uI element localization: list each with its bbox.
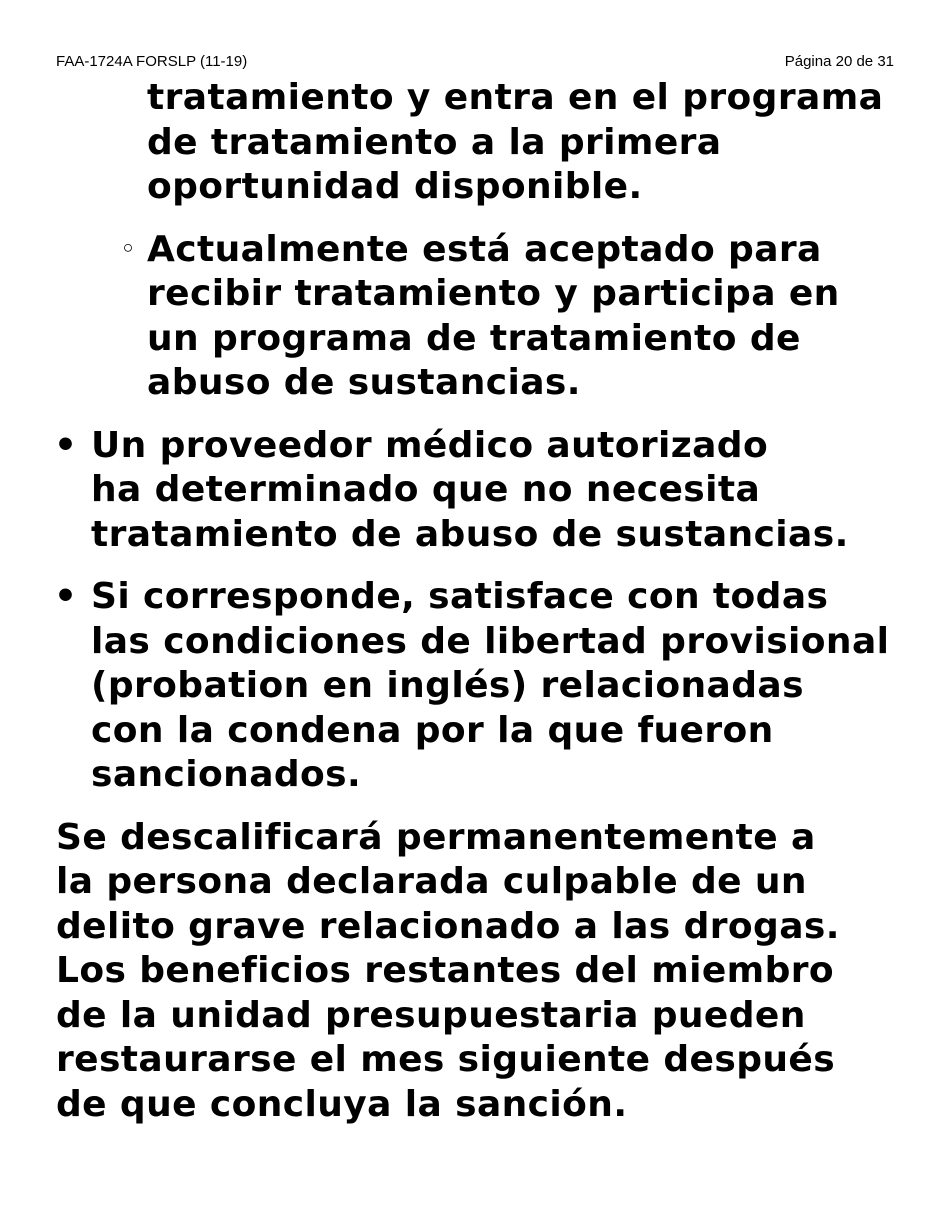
text-line: las condiciones de libertad provisional: [91, 620, 890, 662]
text-line: (probation en inglés) relacionadas: [91, 665, 804, 706]
text-line: ha determinado que no necesita: [91, 469, 761, 510]
text-line: Actualmente está aceptado para: [147, 228, 822, 270]
text-line: recibir tratamiento y participa en: [147, 273, 840, 314]
continued-subitem: [147, 76, 906, 210]
bullet-medical-provider: [54, 424, 906, 558]
subitem-currently-accepted: [121, 228, 906, 406]
text-line: de tratamiento a la primera: [147, 121, 722, 163]
disqualification-paragraph: [56, 816, 906, 1128]
text-line: tratamiento de abuso de sustancias.: [91, 513, 849, 555]
hollow-bullet-icon: ◦: [121, 236, 136, 262]
text-line: tratamiento y entra en el programa: [147, 77, 884, 118]
text-line: de la unidad presupuestaria pueden: [56, 994, 806, 1036]
text-line: un programa de tratamiento de: [147, 317, 801, 359]
text-line: oportunidad disponible.: [147, 166, 643, 207]
text-line: Se descalificará permanentemente a: [56, 816, 816, 858]
text-line: sancionados.: [91, 754, 362, 795]
text-line: de que concluya la sanción.: [56, 1083, 628, 1125]
text-line: Los beneficios restantes del miembro: [56, 950, 835, 991]
form-id: FAA-1724A FORSLP (11-19): [56, 53, 248, 70]
document-body: [56, 76, 906, 1127]
text-line: restaurarse el mes siguiente después: [56, 1039, 836, 1080]
bullet-icon: •: [54, 424, 78, 466]
text-line: abuso de sustancias.: [147, 362, 581, 403]
text-line: la persona declarada culpable de un: [56, 861, 807, 902]
text-line: Si corresponde, satisface con todas: [91, 576, 829, 617]
bullet-probation: [54, 575, 906, 798]
text-line: Un proveedor médico autorizado: [91, 424, 769, 466]
text-line: delito grave relacionado a las drogas.: [56, 905, 840, 947]
bullet-icon: •: [54, 576, 78, 617]
page-number: Página 20 de 31: [784, 53, 894, 70]
text-line: con la condena por la que fueron: [91, 709, 774, 751]
page-header: [56, 52, 894, 72]
